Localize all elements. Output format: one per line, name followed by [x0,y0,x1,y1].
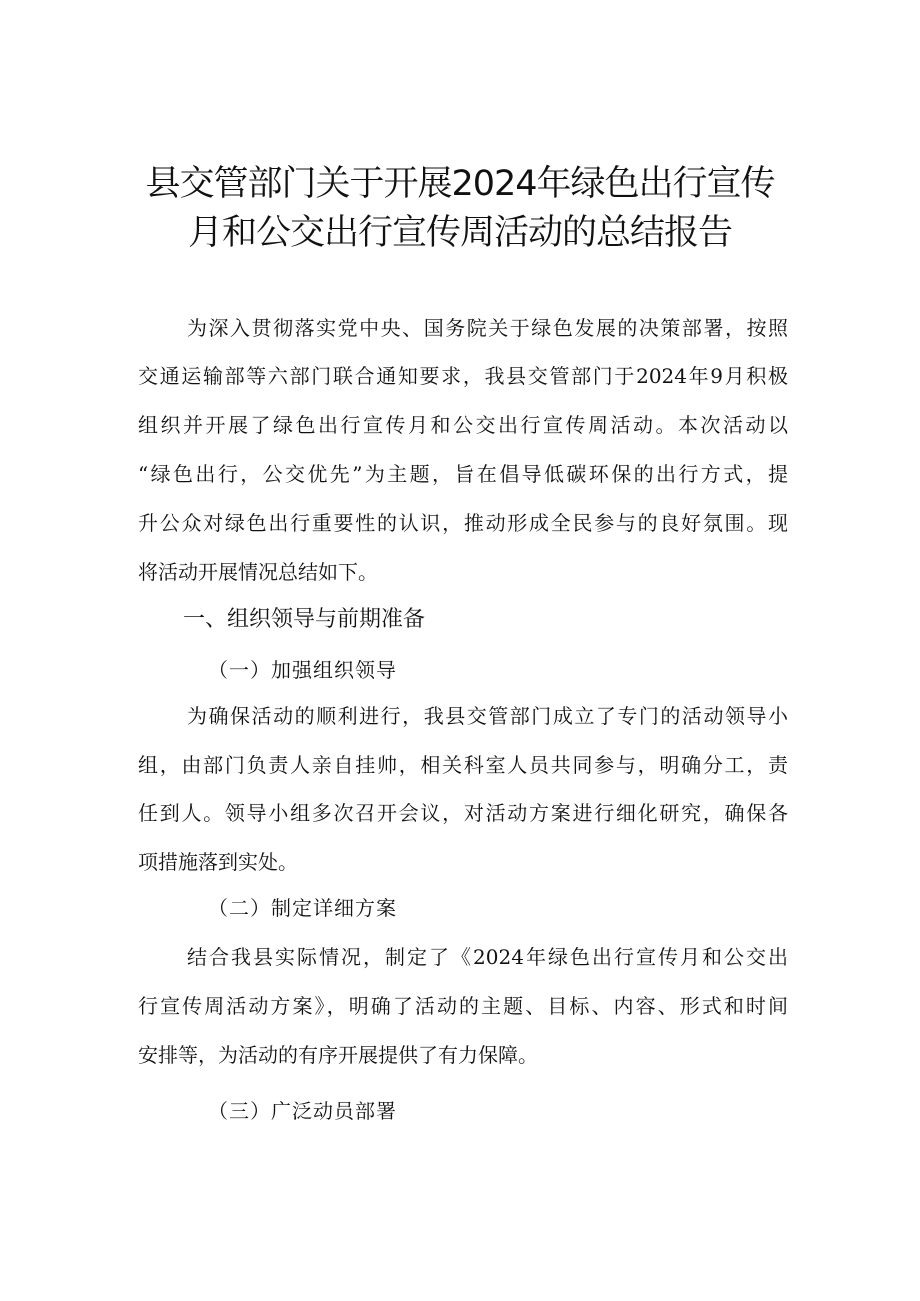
document-title-line-1: 县交管部门关于开展2024年绿色出行宣传 [145,164,775,204]
intro-line-5: 升公众对绿色出行重要性的认识，推动形成全民参与的良好氛围。现 [138,511,788,535]
sub1-line-2: 组，由部门负责人亲自挂帅，相关科室人员共同参与，明确分工，责 [138,753,788,777]
sub2-line-3: 安排等，为活动的有序开展提供了有力保障。 [138,1043,538,1067]
sub1-line-1: 为确保活动的顺利进行，我县交管部门成立了专门的活动领导小 [187,704,788,728]
document-title-line-2: 月和公交出行宣传周活动的总结报告 [187,213,732,253]
sub2-line-2: 行宣传周活动方案》，明确了活动的主题、目标、内容、形式和时间 [138,994,788,1018]
intro-line-6: 将活动开展情况总结如下。 [138,560,378,584]
subsection-3-heading: （三）广泛动员部署 [208,1099,397,1123]
sub1-line-3: 任到人。领导小组多次召开会议，对活动方案进行细化研究，确保各 [138,801,788,825]
intro-line-3: 组织并开展了绿色出行宣传月和公交出行宣传周活动。本次活动以 [138,413,788,437]
subsection-1-heading: （一）加强组织领导 [208,658,397,682]
subsection-2-heading: （二）制定详细方案 [208,896,397,920]
section-1-heading: 一、组织领导与前期准备 [183,607,426,632]
intro-line-1: 为深入贯彻落实党中央、国务院关于绿色发展的决策部署，按照 [187,316,788,340]
sub2-line-1: 结合我县实际情况，制定了《2024年绿色出行宣传月和公交出 [187,945,788,969]
intro-line-2: 交通运输部等六部门联合通知要求，我县交管部门于2024年9月积极 [138,364,788,388]
intro-line-4: “绿色出行，公交优先”为主题，旨在倡导低碳环保的出行方式，提 [138,462,788,486]
sub1-line-4: 项措施落到实处。 [138,850,298,874]
